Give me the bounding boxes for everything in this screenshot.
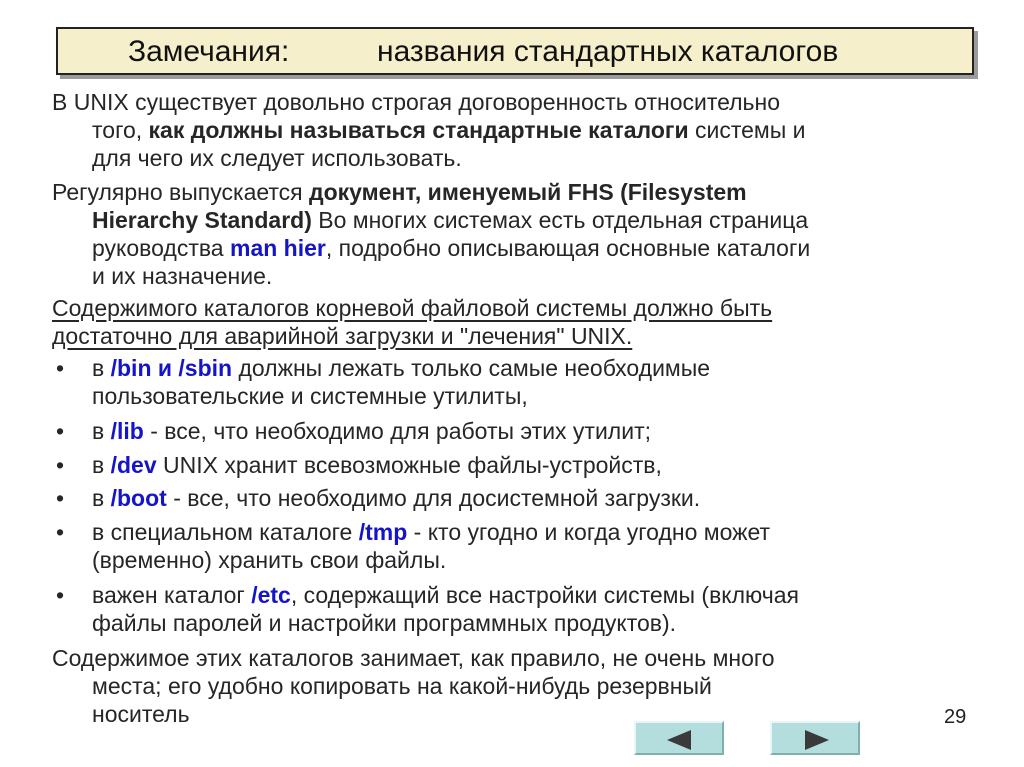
- bullet-text-end: должны лежать только самые необходимые: [232, 355, 711, 381]
- bullet-path: /tmp: [358, 519, 408, 545]
- bullet-dot-icon: •: [56, 452, 65, 478]
- bullet-path: /boot: [110, 485, 167, 511]
- bullet-item: [52, 484, 1002, 512]
- bullet-line: [52, 581, 1002, 609]
- conclusion-line-2: места; его удобно копировать на какой-нибудь резервный: [92, 673, 712, 699]
- intro-line-1: В UNIX существует довольно строгая договоренность относительно: [52, 89, 781, 115]
- bullet-line-2: пользовательские и системные утилиты,: [92, 383, 528, 409]
- bullet-line-2: файлы паролей и настройки программных продуктов).: [92, 610, 677, 636]
- bullet-dot-icon: •: [56, 519, 65, 545]
- intro-paragraph: [52, 88, 1002, 172]
- bullet-dot-icon: •: [56, 418, 65, 444]
- fhs-line-1: [52, 178, 1002, 206]
- bullet-text: в: [92, 452, 111, 478]
- fhs-bold: документ, именуемый FHS (Filesystem: [309, 179, 747, 205]
- bullet-text-end: - все, что необходимо для работы этих утилит;: [143, 418, 652, 444]
- fhs-line-4: и их назначение.: [92, 263, 273, 289]
- bullet-line: [52, 417, 1002, 445]
- bullet-text-end: UNIX хранит всевозможные файлы-устройств,: [156, 452, 662, 478]
- man-hier-command: man hier: [230, 235, 326, 261]
- bullet-item: [52, 518, 1002, 574]
- root-note: [52, 294, 1002, 350]
- bullet-text: в: [92, 418, 111, 444]
- left-arrow-icon: [667, 730, 691, 750]
- intro-text-end: системы и: [688, 117, 806, 143]
- bullet-line: [52, 484, 1002, 512]
- intro-text: того,: [92, 117, 149, 143]
- bullet-text: в специальном каталоге: [92, 519, 359, 545]
- fhs-text-3: руководства: [92, 235, 230, 261]
- slide-title: [56, 27, 974, 75]
- bullet-text: важен каталог: [92, 582, 252, 608]
- fhs-bold-2: Hierarchy Standard): [92, 207, 312, 233]
- bullet-text: в: [92, 355, 111, 381]
- conclusion-line-1: Содержимое этих каталогов занимает, как правило, не очень много: [52, 645, 775, 671]
- bullet-text-end: , содержащий все настройки системы (включая: [290, 582, 799, 608]
- fhs-line-2: [52, 206, 1002, 234]
- intro-bold: как должны называться стандартные каталоги: [148, 117, 689, 143]
- fhs-paragraph: [52, 178, 1002, 290]
- bullet-text-end: - все, что необходимо для досистемной загрузки.: [166, 485, 701, 511]
- bullet-text: в: [92, 485, 111, 511]
- page-number: 29: [944, 706, 967, 728]
- right-arrow-icon: [805, 730, 829, 750]
- bullet-path: /bin и /sbin: [110, 355, 233, 381]
- title-prefix: Замечания:: [128, 35, 290, 68]
- bullet-dot-icon: •: [56, 485, 65, 511]
- conclusion-paragraph: [52, 644, 1002, 728]
- bullet-dot-icon: •: [56, 582, 65, 608]
- fhs-text: Регулярно выпускается: [52, 179, 310, 205]
- bullet-path: /lib: [110, 418, 144, 444]
- bullet-text-end: - кто угодно и когда угодно может: [407, 519, 771, 545]
- fhs-text-3b: , подробно описывающая основные каталоги: [325, 235, 811, 261]
- bullet-line-2: (временно) хранить свои файлы.: [92, 547, 447, 573]
- bullet-item: [52, 451, 1002, 479]
- bullet-path: /dev: [110, 452, 157, 478]
- bullet-line: [52, 451, 1002, 479]
- fhs-text-2: Во многих системах есть отдельная страница: [311, 207, 809, 233]
- bullet-line: [52, 354, 1002, 382]
- fhs-line-3: [52, 234, 1002, 262]
- root-note-line-1: Содержимого каталогов корневой файловой системы должно быть: [52, 295, 773, 321]
- root-note-line-2: достаточно для аварийной загрузки и "лечения" UNIX.: [52, 323, 633, 349]
- intro-line-3: для чего их следует использовать.: [92, 145, 462, 171]
- bullet-path: /etc: [251, 582, 291, 608]
- previous-slide-button[interactable]: [634, 721, 724, 755]
- bullet-dot-icon: •: [56, 355, 65, 381]
- conclusion-line-3: носитель: [92, 701, 190, 727]
- bullet-item: [52, 354, 1002, 410]
- intro-line-2: [52, 116, 1002, 144]
- next-slide-button[interactable]: [770, 721, 860, 755]
- bullet-line: [52, 518, 1002, 546]
- title-text: названия стандартных каталогов: [377, 35, 839, 68]
- bullet-item: [52, 417, 1002, 445]
- bullet-item: [52, 581, 1002, 637]
